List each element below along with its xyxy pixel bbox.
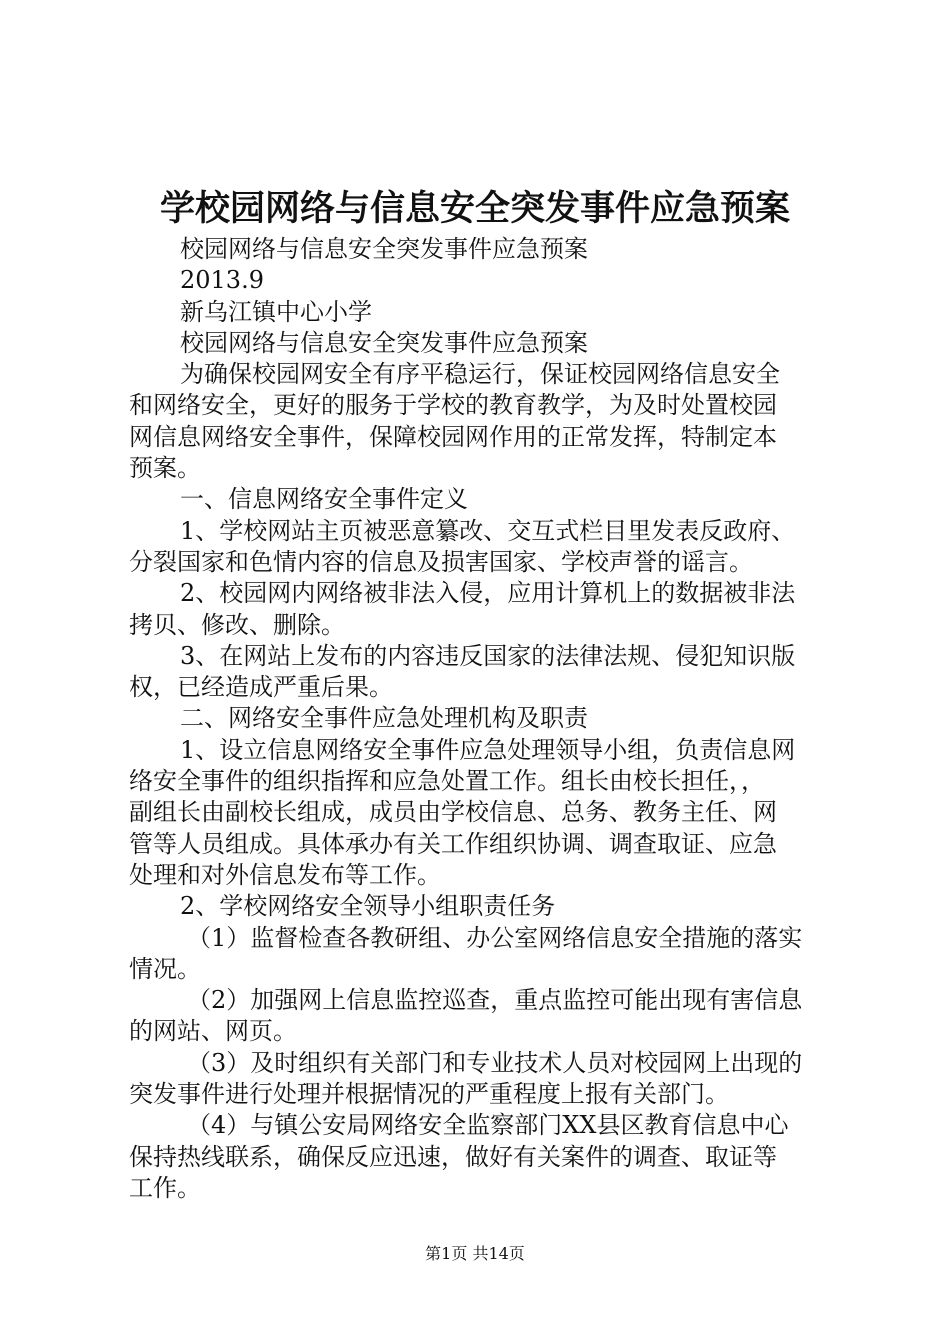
text-line: 和网络安全，更好的服务于学校的教育教学，为及时处置校园 (129, 391, 777, 420)
text-line: 校园网络与信息安全突发事件应急预案 (180, 235, 588, 263)
text-line: 分裂国家和色情内容的信息及损害国家、学校声誉的谣言。 (129, 547, 753, 576)
text-line: 网信息网络安全事件，保障校园网作用的正常发挥，特制定本 (129, 422, 777, 451)
text-line: 新乌江镇中心小学 (180, 297, 372, 326)
text-line: 的网站、网页。 (129, 1017, 297, 1046)
text-line: 校园网络与信息安全突发事件应急预案 (180, 328, 588, 357)
text-line: 2、校园网内网络被非法入侵，应用计算机上的数据被非法 (180, 579, 796, 608)
text-line: 2013.9 (180, 266, 264, 295)
text-line: 突发事件进行处理并根据情况的严重程度上报有关部门。 (129, 1080, 729, 1109)
text-line: 处理和对外信息发布等工作。 (129, 860, 441, 889)
text-line: 1、学校网站主页被恶意纂改、交互式栏目里发表反政府、 (180, 516, 796, 545)
text-line: 情况。 (129, 954, 201, 983)
text-line: 副组长由副校长组成，成员由学校信息、总务、教务主任、网 (129, 798, 777, 827)
document-title: 学校园网络与信息安全突发事件应急预案 (159, 188, 790, 229)
text-line: （3）及时组织有关部门和专业技术人员对校园网上出现的 (187, 1048, 803, 1077)
text-line: 3、在网站上发布的内容违反国家的法律法规、侵犯知识版 (180, 641, 796, 670)
text-line: （4）与镇公安局网络安全监察部门XX县区教育信息中心 (187, 1111, 789, 1140)
text-line: 2、学校网络安全领导小组职责任务 (180, 892, 556, 921)
text-line: 工作。 (129, 1173, 201, 1202)
text-line: 一、信息网络安全事件定义 (180, 485, 468, 514)
text-line: （2）加强网上信息监控巡查，重点监控可能出现有害信息 (187, 986, 803, 1015)
text-line: 保持热线联系，确保反应迅速，做好有关案件的调查、取证等 (129, 1142, 777, 1171)
page-footer: 第1页 共14页 (425, 1244, 525, 1263)
text-line: （1）监督检查各教研组、办公室网络信息安全措施的落实 (187, 923, 803, 952)
text-line: 络安全事件的组织指挥和应急处置工作。组长由校长担任，， (129, 767, 765, 796)
text-line: 预案。 (129, 454, 201, 483)
text-line: 1、设立信息网络安全事件应急处理领导小组，负责信息网 (180, 735, 796, 764)
text-line: 权，已经造成严重后果。 (129, 673, 393, 702)
text-line: 管等人员组成。具体承办有关工作组织协调、调查取证、应急 (129, 829, 777, 858)
text-line: 拷贝、修改、删除。 (129, 610, 345, 639)
document-body (129, 234, 833, 1204)
text-line: 二、网络安全事件应急处理机构及职责 (180, 704, 588, 733)
text-line: 为确保校园网安全有序平稳运行，保证校园网络信息安全 (180, 360, 780, 389)
